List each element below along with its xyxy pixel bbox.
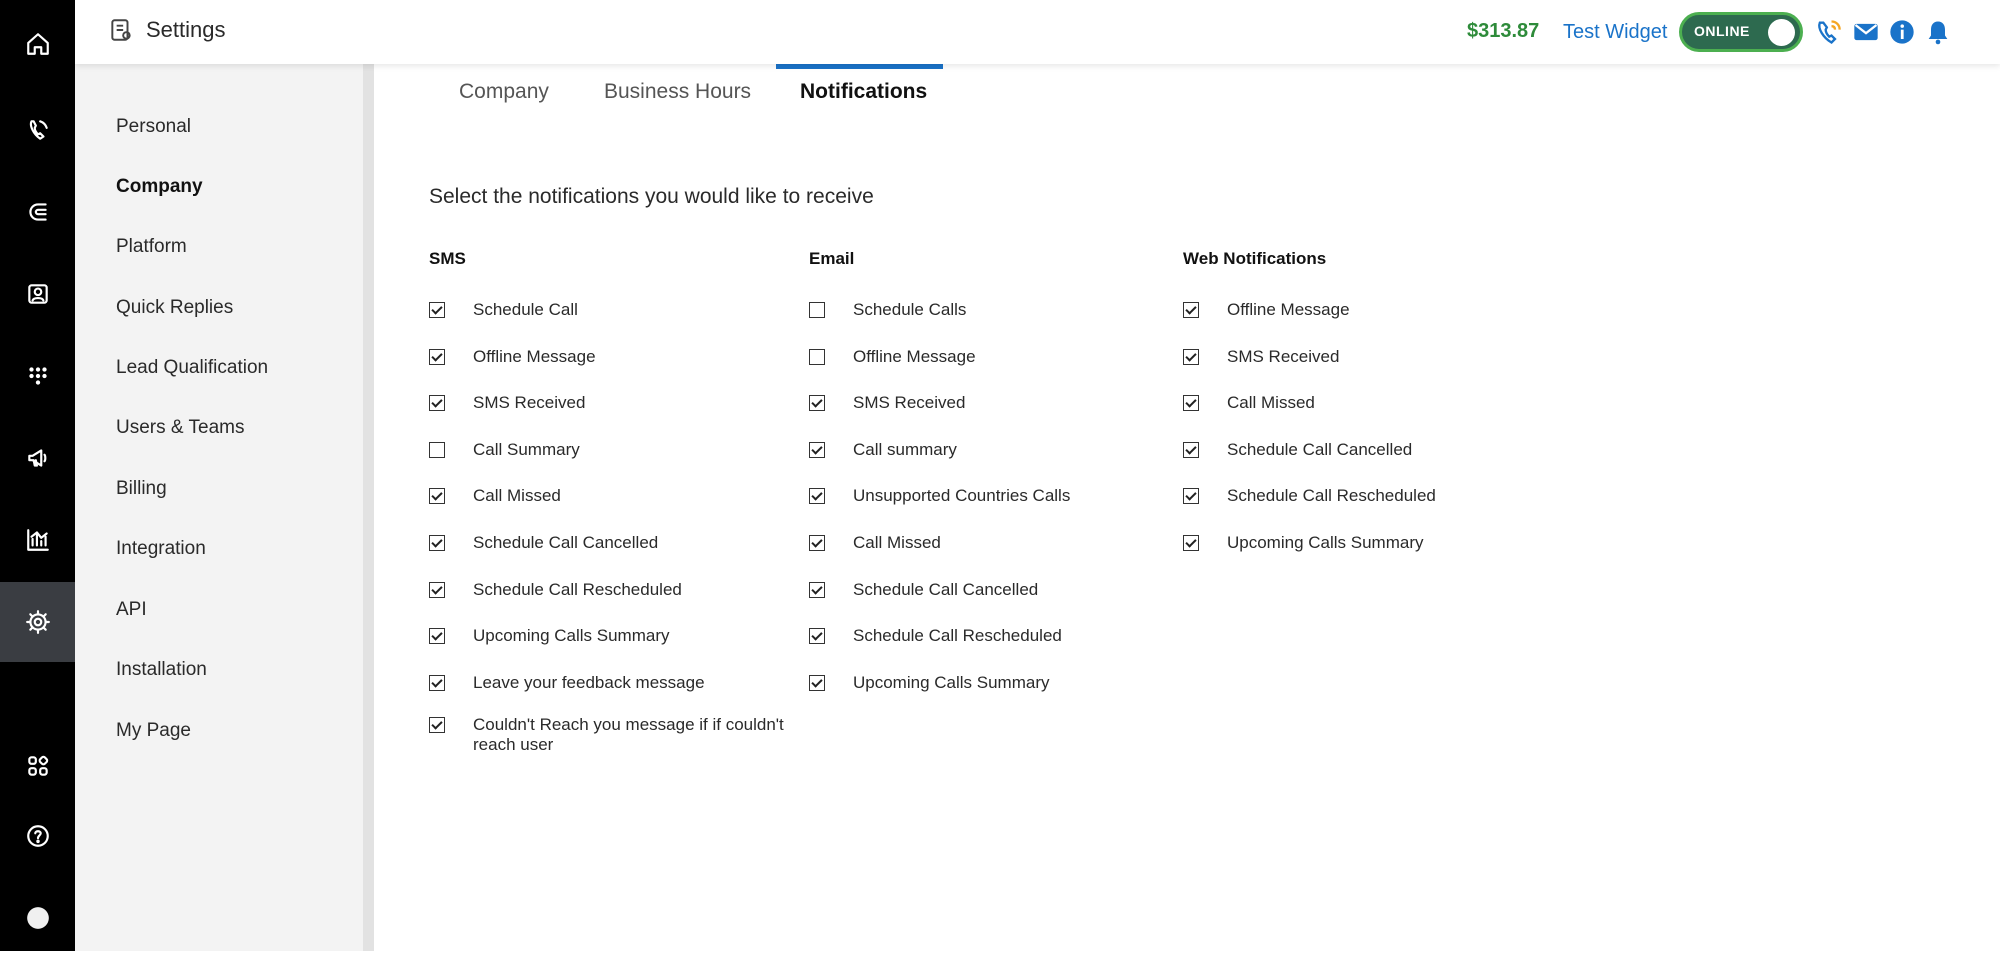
sms-option[interactable] (429, 533, 658, 553)
sms-option-label: Schedule Call Rescheduled (473, 580, 682, 599)
email-option[interactable] (809, 580, 1038, 600)
email-option[interactable] (809, 673, 1050, 693)
email-checkbox[interactable] (809, 302, 825, 318)
submenu-divider (363, 64, 374, 951)
web-option[interactable] (1183, 393, 1315, 413)
nav-help[interactable] (0, 796, 75, 876)
sms-checkbox[interactable] (429, 582, 445, 598)
email-option-label: Offline Message (853, 347, 976, 366)
nav-reports[interactable] (0, 500, 75, 580)
sms-option-label: SMS Received (473, 393, 586, 412)
sms-option[interactable] (429, 347, 596, 367)
web-checkbox[interactable] (1183, 535, 1199, 551)
email-checkbox[interactable] (809, 395, 825, 411)
tab-business-hours[interactable]: Business Hours (604, 80, 752, 103)
sms-checkbox[interactable] (429, 628, 445, 644)
email-checkbox[interactable] (809, 675, 825, 691)
email-checkbox[interactable] (809, 488, 825, 504)
sms-option[interactable] (429, 393, 585, 413)
nav-dialpad[interactable] (0, 336, 75, 416)
sms-checkbox[interactable] (429, 442, 445, 458)
sms-checkbox[interactable] (429, 535, 445, 551)
email-option[interactable] (809, 440, 957, 460)
messages-button[interactable] (1852, 18, 1880, 46)
email-option-label: Schedule Calls (853, 300, 967, 319)
sms-option-label: Offline Message (473, 347, 596, 366)
email-option[interactable] (809, 626, 1062, 646)
email-option-label: Schedule Call Rescheduled (853, 626, 1062, 645)
email-checkbox[interactable] (809, 628, 825, 644)
web-column-title: Web Notifications (1183, 249, 1327, 268)
submenu-item-billing[interactable]: Billing (116, 478, 167, 499)
email-checkbox[interactable] (809, 442, 825, 458)
page-title-text: Settings (146, 17, 226, 42)
sms-option-label: Upcoming Calls Summary (473, 626, 670, 645)
nav-profile[interactable] (0, 878, 75, 958)
web-option-label: Call Missed (1227, 393, 1315, 412)
sms-checkbox[interactable] (429, 349, 445, 365)
submenu-item-personal[interactable]: Personal (116, 116, 191, 137)
web-checkbox[interactable] (1183, 302, 1199, 318)
sms-option[interactable] (429, 673, 705, 693)
nav-apps[interactable] (0, 726, 75, 806)
nav-home[interactable] (0, 4, 75, 84)
email-option[interactable] (809, 393, 965, 413)
email-option[interactable] (809, 300, 966, 320)
submenu-item-installation[interactable]: Installation (116, 659, 207, 680)
sms-checkbox[interactable] (429, 717, 445, 733)
web-checkbox[interactable] (1183, 349, 1199, 365)
top-header (75, 0, 2000, 64)
icon-rail (0, 0, 75, 951)
sms-column-title: SMS (429, 249, 466, 268)
web-checkbox[interactable] (1183, 395, 1199, 411)
web-checkbox[interactable] (1183, 488, 1199, 504)
sms-checkbox[interactable] (429, 395, 445, 411)
submenu-item-users-teams[interactable]: Users & Teams (116, 417, 245, 438)
call-status-button[interactable] (1814, 18, 1842, 46)
web-option[interactable] (1183, 533, 1424, 553)
sms-option-label: Couldn't Reach you message if if couldn't reach user (473, 715, 784, 754)
web-option[interactable] (1183, 347, 1339, 367)
notifications-button[interactable] (1924, 18, 1952, 46)
web-option[interactable] (1183, 300, 1350, 320)
web-option[interactable] (1183, 440, 1412, 460)
sms-checkbox[interactable] (429, 488, 445, 504)
web-option-label: Upcoming Calls Summary (1227, 533, 1424, 552)
email-checkbox[interactable] (809, 582, 825, 598)
home-icon (25, 31, 51, 57)
sms-option[interactable] (429, 715, 809, 755)
email-option-label: Unsupported Countries Calls (853, 486, 1071, 505)
notifications-intro: Select the notifications you would like to receive (429, 185, 874, 208)
email-option[interactable] (809, 486, 1070, 506)
web-checkbox[interactable] (1183, 442, 1199, 458)
web-option-label: Schedule Call Rescheduled (1227, 486, 1436, 505)
nav-settings[interactable] (0, 582, 75, 662)
page-title (108, 17, 226, 43)
sms-option-label: Leave your feedback message (473, 673, 705, 692)
tab-company[interactable]: Company (459, 80, 549, 103)
account-balance: $313.87 (1467, 20, 1540, 42)
phone-wifi-icon (1814, 18, 1842, 46)
sms-option[interactable] (429, 486, 561, 506)
sms-option-label: Call Summary (473, 440, 580, 459)
sms-option-label: Schedule Call Cancelled (473, 533, 659, 552)
status-label: ONLINE (1694, 23, 1750, 39)
submenu-item-lead-qualification[interactable]: Lead Qualification (116, 357, 269, 378)
email-checkbox[interactable] (809, 535, 825, 551)
nav-contacts[interactable] (0, 254, 75, 334)
web-option[interactable] (1183, 486, 1436, 506)
email-column-title: Email (809, 249, 855, 268)
submenu-item-quick-replies[interactable]: Quick Replies (116, 297, 234, 318)
gear-icon (25, 609, 51, 635)
toggle-knob (1768, 19, 1795, 46)
email-checkbox[interactable] (809, 349, 825, 365)
settings-submenu (75, 64, 363, 951)
help-icon (25, 823, 51, 849)
dialpad-icon (25, 363, 51, 389)
email-option[interactable] (809, 347, 976, 367)
info-icon (1888, 18, 1916, 46)
analytics-icon (25, 527, 51, 553)
web-option-label: Offline Message (1227, 300, 1350, 319)
sms-option-label: Schedule Call (473, 300, 578, 319)
sms-option[interactable] (429, 300, 578, 320)
submenu-item-company[interactable]: Company (116, 176, 203, 197)
online-status-toggle[interactable] (1679, 12, 1803, 52)
email-option-label: SMS Received (853, 393, 966, 412)
email-option-label: Call Missed (853, 533, 941, 552)
avatar-icon (25, 905, 51, 931)
apps-icon (25, 753, 51, 779)
mail-icon (1852, 18, 1880, 46)
web-option-label: SMS Received (1227, 347, 1340, 366)
sms-option[interactable] (429, 626, 670, 646)
web-option-label: Schedule Call Cancelled (1227, 440, 1413, 459)
phone-icon (25, 117, 51, 143)
sms-checkbox[interactable] (429, 302, 445, 318)
settings-doc-icon (108, 17, 134, 43)
magnet-icon (25, 199, 51, 225)
sms-option[interactable] (429, 580, 682, 600)
email-option-label: Schedule Call Cancelled (853, 580, 1039, 599)
nav-campaigns[interactable] (0, 418, 75, 498)
megaphone-icon (25, 445, 51, 471)
sms-checkbox[interactable] (429, 675, 445, 691)
tab-notifications[interactable]: Notifications (800, 80, 928, 103)
submenu-item-integration[interactable]: Integration (116, 538, 206, 559)
email-option-label: Call summary (853, 440, 957, 459)
submenu-item-my-page[interactable]: My Page (116, 720, 191, 741)
sms-option-label: Call Missed (473, 486, 561, 505)
contact-card-icon (25, 281, 51, 307)
nav-calls[interactable] (0, 90, 75, 170)
active-tab-indicator (776, 64, 943, 69)
submenu-item-api[interactable]: API (116, 599, 147, 620)
widget-selector[interactable]: Test Widget (1563, 21, 1668, 43)
submenu-item-platform[interactable]: Platform (116, 236, 187, 257)
email-option[interactable] (809, 533, 941, 553)
email-option-label: Upcoming Calls Summary (853, 673, 1050, 692)
sms-option[interactable] (429, 440, 580, 460)
bell-icon (1924, 18, 1952, 46)
nav-leads[interactable] (0, 172, 75, 252)
info-button[interactable] (1888, 18, 1916, 46)
